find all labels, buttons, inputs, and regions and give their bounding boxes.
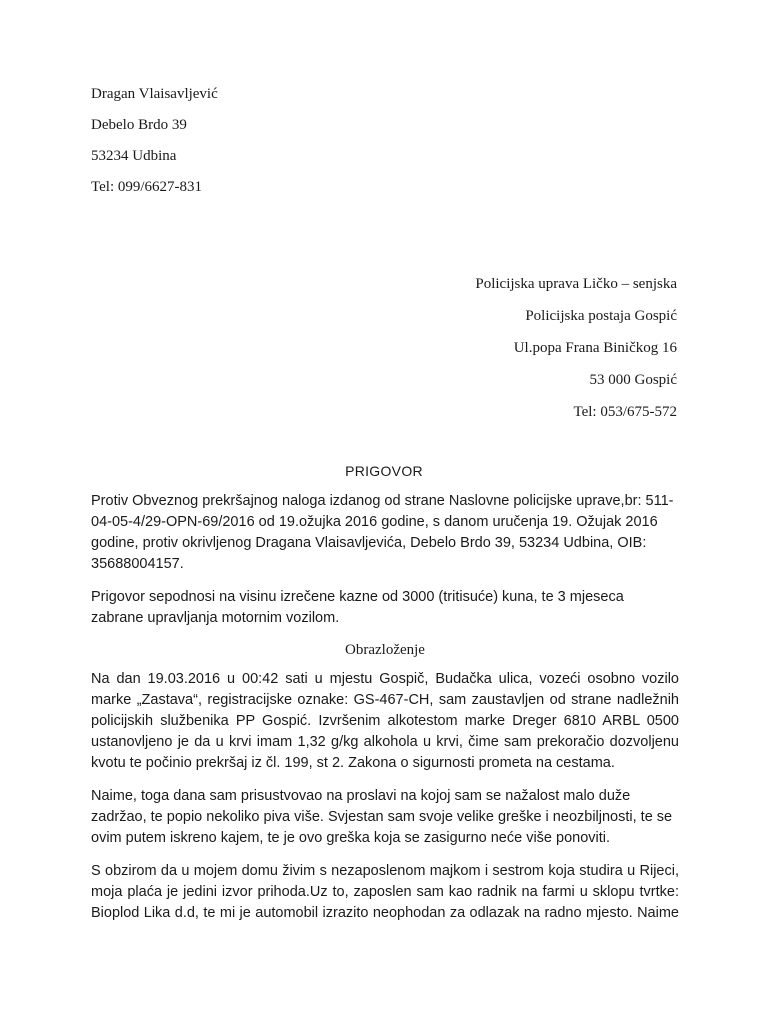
sender-street: Debelo Brdo 39 [91, 117, 187, 133]
sender-phone: Tel: 099/6627-831 [91, 179, 203, 195]
sender-city: 53234 Udbina [91, 148, 177, 164]
document-body [91, 491, 679, 936]
recipient-city: 53 000 Gospić [589, 372, 677, 388]
document-title: PRIGOVOR [345, 463, 423, 479]
recipient-institution: Policijska uprava Ličko – senjska [475, 276, 677, 292]
intro-paragraph: Protiv Obveznog prekršajnog naloga izdanog od strane Naslovne policijske uprave,br: 511-04-05-4/29-OPN-69/2016 od 19.ožujka 2016 godine, s danom uručenja 19. Ožujak 2016 godine, protiv okrivljenog Dragana Vlaisavljevića, Debelo Brdo 39, 53234 Udbina, OIB: 35688004157. [91, 493, 674, 572]
sender-address-block [91, 86, 491, 210]
recipient-address-block [277, 276, 677, 436]
section-subtitle: Obrazloženje [345, 642, 425, 658]
sender-name: Dragan Vlaisavljević [91, 86, 218, 102]
body-paragraph-1: Na dan 19.03.2016 u 00:42 sati u mjestu Gospič, Budačka ulica, vozeći osobno vozilo marke „Zastava“, registracijske oznake: GS-467-CH, sam zaustavljen od strane nadležnih policijskih službenika PP Gospić. Izvršenim alkotestom marke Dreger 6810 ARBL 0500 ustanovljeno je da u krvi imam 1,32 g/kg alkohola u krvi, čime sam prekoračio dozvoljenu kvotu te počinio prekršaj iz čl. 199, st 2. Zakona o sigurnosti prometa na cestama. [91, 671, 679, 771]
recipient-street: Ul.popa Frana Biničkog 16 [513, 340, 677, 356]
body-paragraph-3: S obzirom da u mojem domu živim s nezaposlenom majkom i sestrom koja studira u Rijeci, moja plaća je jedini izvor prihoda.Uz to, zaposlen sam kao radnik na farmi u sklopu tvrtke: Bioplod Lika d.d, te mi je automobil izrazito neophodan za odlazak na radno mjesto. Naime [91, 863, 679, 921]
body-paragraph-2: Naime, toga dana sam prisustvovao na proslavi na kojoj sam se nažalost malo duže zadržao, te popio nekoliko piva više. Svjestan sam svoje velike greške i neozbiljnosti, te se ovim putem iskreno kajem, te je ovo greška koja se zasigurno neće više ponoviti. [91, 788, 673, 846]
objection-paragraph: Prigovor sepodnosi na visinu izrečene kazne od 3000 (tritisuće) kuna, te 3 mjeseca zabrane upravljanja motornim vozilom. [91, 589, 624, 626]
recipient-station: Policijska postaja Gospić [525, 308, 677, 324]
recipient-phone: Tel: 053/675-572 [573, 404, 677, 420]
